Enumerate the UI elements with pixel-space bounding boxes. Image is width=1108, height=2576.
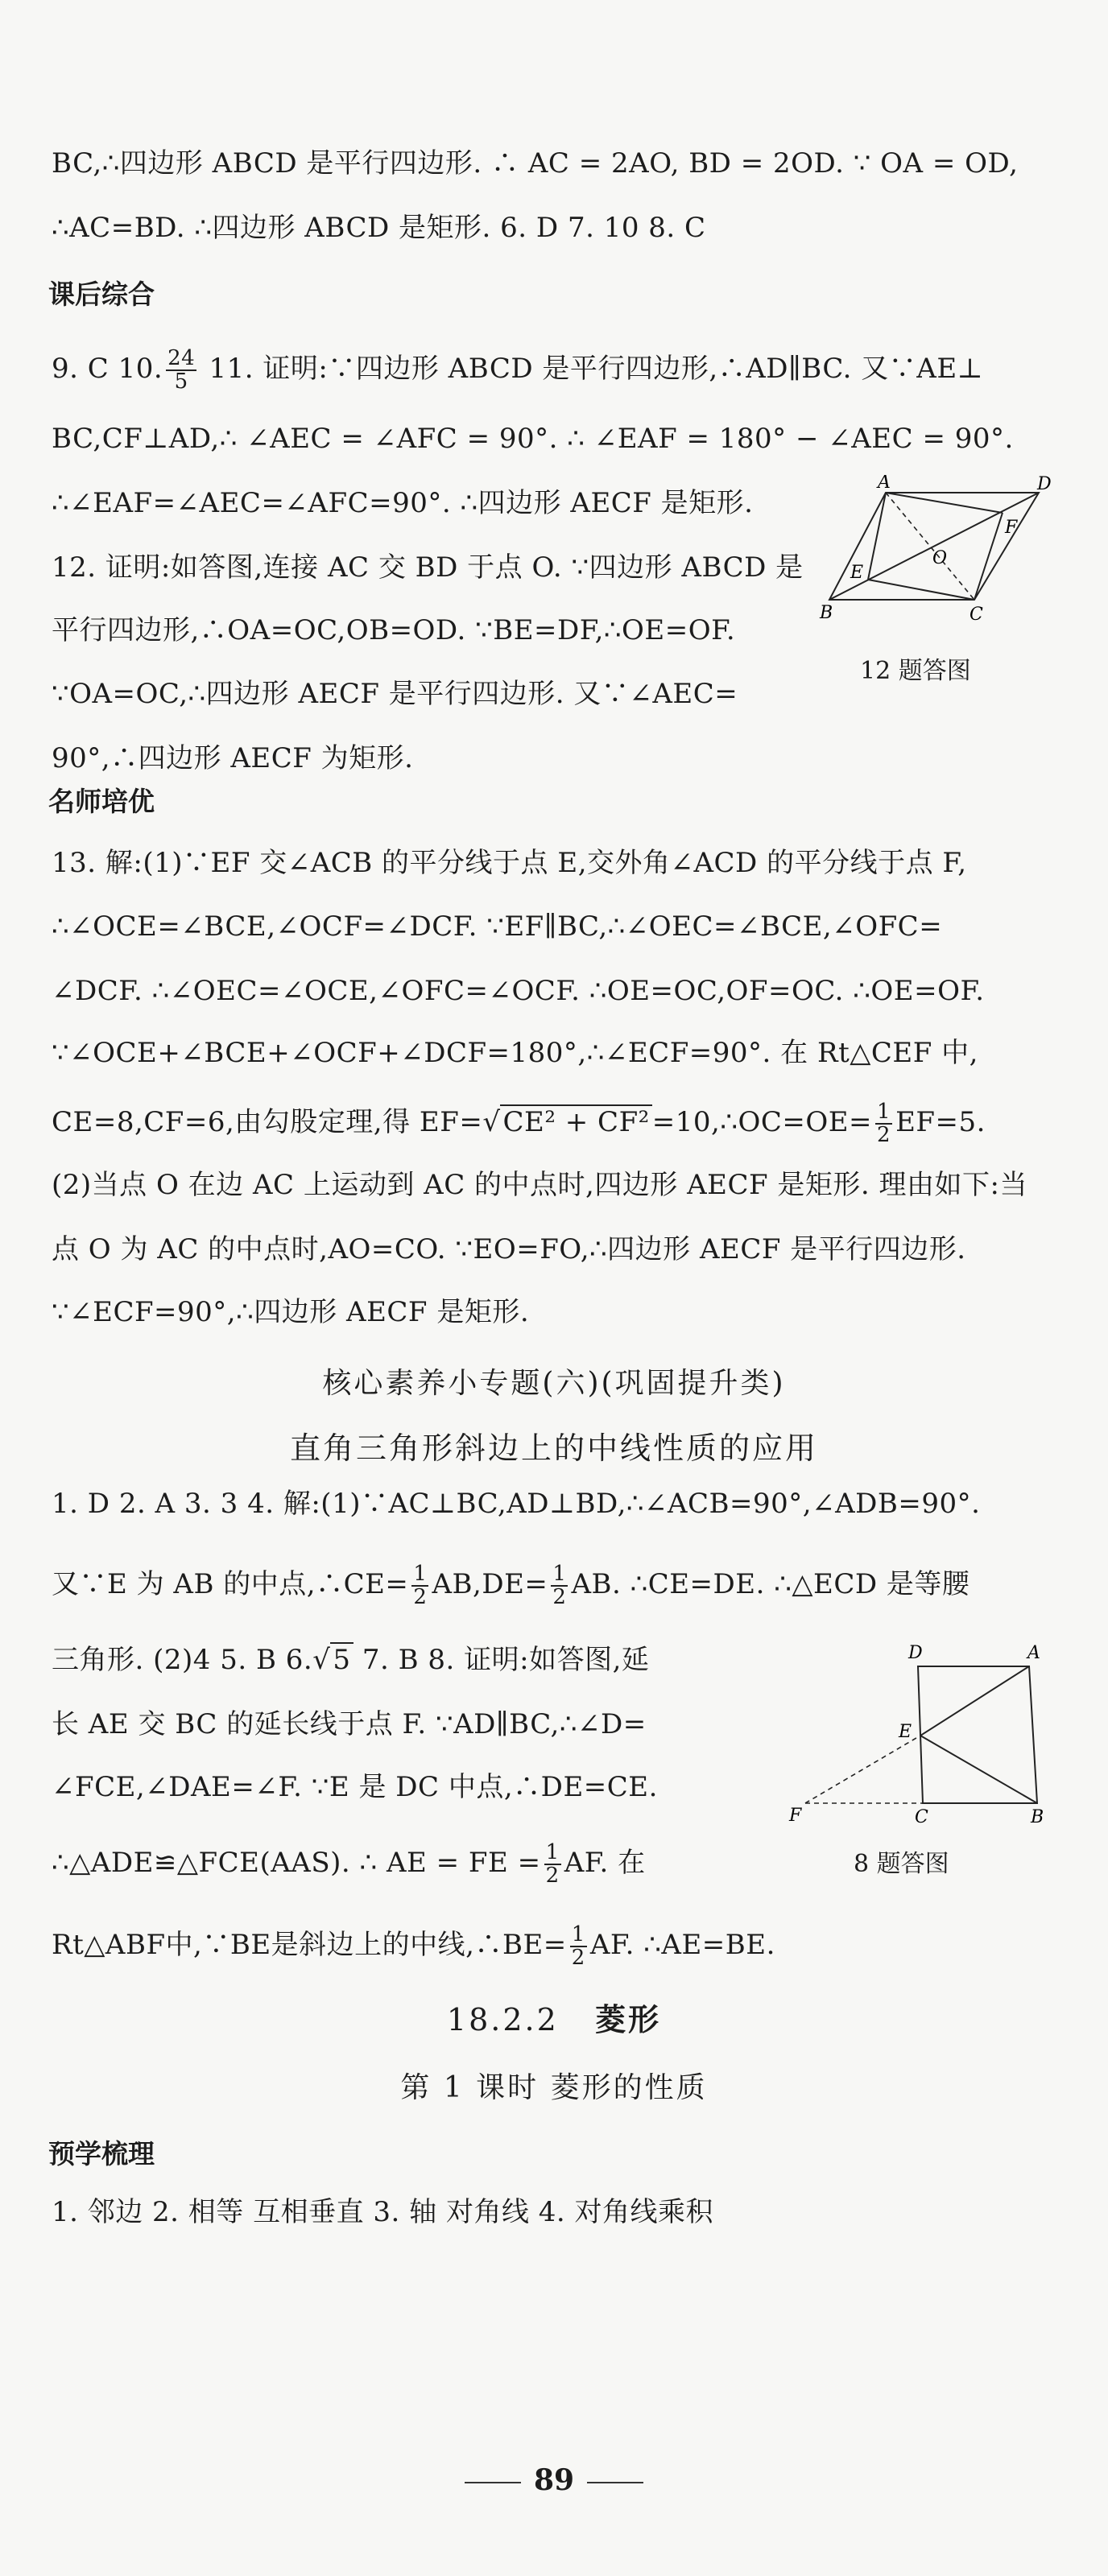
text-segment: 11. 证明:∵四边形 ABCD 是平行四边形,∴AD∥BC. 又∵AE⊥ — [200, 353, 984, 385]
page-number-value: 89 — [533, 2463, 575, 2497]
figure-label: C — [915, 1807, 928, 1827]
radicand: CE² + CF² — [500, 1104, 651, 1138]
text-segment: AF. 在 — [564, 1847, 646, 1879]
section-title — [0, 1995, 1108, 2039]
text-segment: ∴△ADE≌△FCE(AAS). ∴ AE = FE = — [52, 1847, 541, 1879]
figure-12-diagram — [813, 475, 1055, 636]
text-line: ∠DCF. ∴∠OEC=∠OCE,∠OFC=∠OCF. ∴OE=OC,OF=OC. ∴OE=OF. — [52, 975, 985, 1007]
text-line: 1. 邻边 2. 相等 互相垂直 3. 轴 对角线 4. 对角线乘积 — [52, 2196, 714, 2228]
text-segment: AB,DE= — [432, 1568, 548, 1600]
text-segment: AB. ∴CE=DE. ∴△ECD 是等腰 — [571, 1568, 970, 1600]
text-segment: EF=5. — [895, 1106, 986, 1138]
text-line — [52, 1101, 986, 1146]
section-heading: 名师培优 — [48, 786, 155, 817]
text-line — [52, 1644, 649, 1676]
fraction-denominator: 2 — [545, 1864, 560, 1888]
text-line: ∵∠ECF=90°,∴四边形 AECF 是矩形. — [52, 1296, 530, 1328]
text-segment: 又∵E 为 AB 的中点,∴CE= — [52, 1568, 409, 1600]
page-number — [0, 2463, 1108, 2497]
square-root: √CE² + CF² — [482, 1106, 651, 1138]
text-line — [52, 1563, 970, 1608]
topic-subtitle: 直角三角形斜边上的中线性质的应用 — [289, 1430, 818, 1466]
fraction-denominator: 2 — [877, 1123, 891, 1147]
text-line: ∴∠OCE=∠BCE,∠OCF=∠DCF. ∵EF∥BC,∴∠OEC=∠BCE,∠OFC= — [52, 910, 943, 943]
fraction — [411, 1563, 428, 1608]
figure-label: D — [1037, 475, 1052, 494]
text-segment: 7. B 8. 证明:如答图,延 — [353, 1644, 650, 1676]
radicand: 5 — [330, 1642, 353, 1676]
text-line: (2)当点 O 在边 AC 上运动到 AC 的中点时,四边形 AECF 是矩形. 理由如下:当 — [52, 1169, 1027, 1201]
figure-label: B — [820, 603, 833, 623]
fraction-numerator: 24 — [167, 346, 196, 370]
figure-label: E — [850, 563, 864, 583]
fraction — [551, 1563, 568, 1608]
section-name: 菱形 — [595, 2002, 662, 2037]
text-line: 长 AE 交 BC 的延长线于点 F. ∵AD∥BC,∴∠D= — [52, 1708, 647, 1740]
page-number-rule — [465, 2482, 521, 2483]
fraction — [166, 348, 196, 393]
fraction — [570, 1924, 587, 1969]
text-line: 点 O 为 AC 的中点时,AO=CO. ∵EO=FO,∴四边形 AECF 是平行四边形. — [52, 1233, 966, 1265]
text-segment: 三角形. (2)4 5. B 6. — [52, 1644, 313, 1676]
square-root: √5 — [312, 1644, 353, 1676]
figure-8-diagram — [781, 1634, 1071, 1827]
figure-label: A — [878, 475, 891, 493]
fraction — [875, 1101, 892, 1146]
figure-label: F — [789, 1806, 802, 1826]
fraction-denominator: 2 — [571, 1946, 585, 1970]
text-segment: Rt△ABF中,∵BE是斜边上的中线,∴BE= — [52, 1929, 567, 1961]
text-line: ∴∠EAF=∠AEC=∠AFC=90°. ∴四边形 AECF 是矩形. — [52, 487, 754, 519]
text-line — [52, 1924, 775, 1969]
fraction-numerator: 1 — [552, 1562, 567, 1586]
figure-8-caption: 8 题答图 — [854, 1850, 949, 1878]
fraction-numerator: 1 — [877, 1100, 891, 1124]
topic-title: 核心素养小专题(六)(巩固提升类) — [322, 1367, 786, 1400]
text-line: 平行四边形,∴OA=OC,OB=OD. ∵BE=DF,∴OE=OF. — [52, 614, 736, 646]
text-line — [52, 348, 983, 393]
fraction — [544, 1842, 561, 1887]
text-segment: AF. ∴AE=BE. — [589, 1929, 775, 1961]
fraction-numerator: 1 — [545, 1840, 560, 1864]
text-line: BC,∴四边形 ABCD 是平行四边形. ∴ AC = 2AO, BD = 2OD. ∵ OA = OD, — [52, 147, 1019, 180]
text-line: ∵∠OCE+∠BCE+∠OCF+∠DCF=180°,∴∠ECF=90°. 在 Rt△CEF 中, — [52, 1037, 978, 1069]
text-line: ∵OA=OC,∴四边形 AECF 是平行四边形. 又∵∠AEC= — [52, 678, 738, 710]
fraction-numerator: 1 — [413, 1562, 428, 1586]
text-segment: =10,∴OC=OE= — [651, 1106, 873, 1138]
text-line: 90°,∴四边形 AECF 为矩形. — [52, 742, 414, 774]
fraction-denominator: 2 — [413, 1585, 428, 1609]
text-line — [52, 1842, 646, 1887]
figure-label: O — [932, 548, 948, 568]
text-line: 13. 解:(1)∵EF 交∠ACB 的平分线于点 E,交外角∠ACD 的平分线于点 F, — [52, 847, 967, 879]
page-number-rule — [587, 2482, 643, 2483]
fraction-numerator: 1 — [571, 1922, 585, 1946]
figure-label: F — [1005, 518, 1018, 538]
section-heading: 课后综合 — [48, 279, 155, 310]
fraction-denominator: 2 — [552, 1585, 567, 1609]
section-number: 18.2.2 — [446, 2002, 559, 2037]
fraction-denominator: 5 — [174, 369, 188, 394]
text-line: ∠FCE,∠DAE=∠F. ∵E 是 DC 中点,∴DE=CE. — [52, 1771, 658, 1803]
figure-label: D — [908, 1643, 923, 1663]
figure-label: A — [1027, 1643, 1040, 1663]
lesson-title: 第 1 课时 菱形的性质 — [400, 2071, 708, 2104]
figure-label: E — [899, 1722, 912, 1742]
text-line: BC,CF⊥AD,∴ ∠AEC = ∠AFC = 90°. ∴ ∠EAF = 180° − ∠AEC = 90°. — [52, 423, 1014, 455]
figure-label: C — [970, 605, 983, 625]
text-line: 12. 证明:如答图,连接 AC 交 BD 于点 O. ∵四边形 ABCD 是 — [52, 551, 804, 584]
text-segment: 9. C 10. — [52, 353, 163, 385]
text-line: 1. D 2. A 3. 3 4. 解:(1)∵AC⊥BC,AD⊥BD,∴∠ACB=90°,∠ADB=90°. — [52, 1488, 981, 1520]
text-line: ∴AC=BD. ∴四边形 ABCD 是矩形. 6. D 7. 10 8. C — [52, 212, 706, 244]
figure-12-caption: 12 题答图 — [860, 657, 971, 685]
section-heading: 预学梳理 — [48, 2138, 155, 2169]
figure-label: B — [1031, 1807, 1044, 1827]
text-segment: CE=8,CF=6,由勾股定理,得 EF= — [52, 1106, 483, 1138]
